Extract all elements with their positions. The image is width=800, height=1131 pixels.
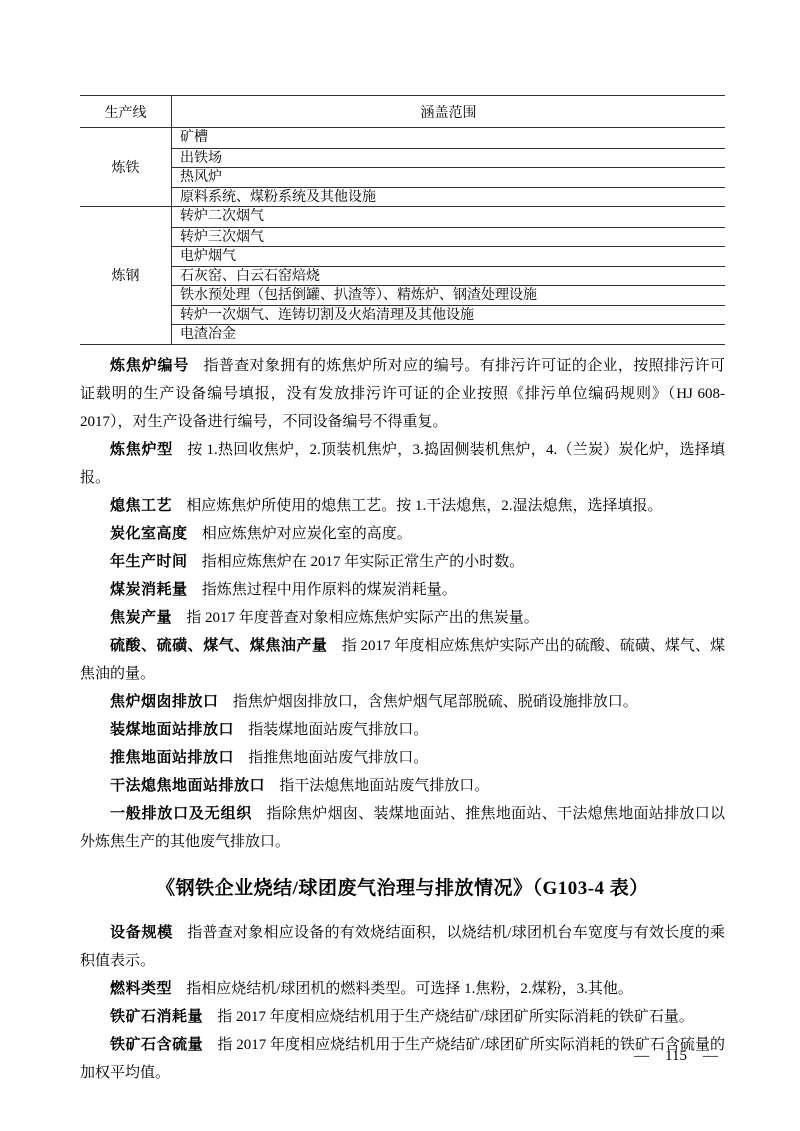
definition-text: 指焦炉烟囱排放口，含焦炉烟气尾部脱硫、脱硝设施排放口。 (232, 693, 638, 710)
definition-text: 相应炼焦炉对应炭化室的高度。 (201, 525, 412, 542)
definition-paragraph (80, 744, 725, 772)
definition-text: 相应炼焦炉所使用的熄焦工艺。按 1.干法熄焦，2.湿法熄焦，选择填报。 (186, 497, 663, 514)
table-row: 矿槽 (180, 130, 208, 145)
definition-term: 焦炭产量 (110, 609, 173, 626)
definition-paragraph (80, 772, 725, 800)
table-row: 原料系统、煤粉系统及其他设施 (172, 187, 725, 207)
definition-text: 指装煤地面站废气排放口。 (248, 721, 429, 738)
table-group-rows (172, 207, 725, 344)
footer-dash-right: — (703, 1048, 718, 1064)
definition-term: 硫酸、硫磺、煤气、煤焦油产量 (110, 637, 328, 654)
definition-paragraph (80, 436, 725, 492)
definition-term: 燃料类型 (110, 980, 173, 997)
table-row: 转炉三次烟气 (172, 227, 725, 247)
definition-term: 推焦地面站排放口 (110, 749, 235, 766)
definition-paragraph (80, 975, 725, 1003)
coverage-table (80, 95, 725, 345)
definition-text: 指 2017 年度相应烧结机用于生产烧结矿/球团矿所实际消耗的铁矿石量。 (217, 1008, 694, 1025)
coking-definitions-section (80, 352, 725, 856)
definition-text: 指 2017 年度普查对象相应炼焦炉实际产出的焦炭量。 (186, 609, 539, 626)
definition-term: 炭化室高度 (110, 525, 188, 542)
definition-paragraph (80, 1003, 725, 1031)
definition-term: 炼焦炉型 (110, 441, 173, 458)
page-footer (634, 1048, 718, 1065)
table-row: 转炉二次烟气 (180, 209, 264, 224)
definition-text: 指相应烧结机/球团机的燃料类型。可选择 1.焦粉，2.煤粉，3.其他。 (186, 980, 633, 997)
table-row: 电渣冶金 (172, 324, 725, 344)
table-row: 铁水预处理（包括倒罐、扒渣等）、精炼炉、钢渣处理设施 (172, 285, 725, 305)
definition-text: 指推焦地面站废气排放口。 (248, 749, 429, 766)
definition-paragraph (80, 352, 725, 436)
definition-paragraph (80, 492, 725, 520)
definition-text: 指炼焦过程中用作原料的煤炭消耗量。 (201, 581, 457, 598)
definition-term: 煤炭消耗量 (110, 581, 188, 598)
table-cell-group-name: 炼钢 (80, 207, 172, 344)
table-group-steelmaking (80, 206, 725, 344)
definition-term: 装煤地面站排放口 (110, 721, 235, 738)
definition-paragraph (80, 1031, 725, 1087)
definition-paragraph (80, 520, 725, 548)
table-group-rows (172, 128, 725, 206)
definition-paragraph (80, 688, 725, 716)
table-header-row (80, 96, 725, 127)
definition-text: 按 1.热回收焦炉，2.顶装机焦炉，3.捣固侧装机焦炉，4.（兰炭）炭化炉，选择填报。 (80, 441, 725, 486)
definition-paragraph (80, 800, 725, 856)
footer-dash-left: — (634, 1048, 650, 1064)
definition-text: 指除焦炉烟囱、装煤地面站、推焦地面站、干法熄焦地面站排放口以外炼焦生产的其他废气排放口。 (80, 805, 725, 850)
definition-paragraph (80, 604, 725, 632)
definition-term: 干法熄焦地面站排放口 (110, 777, 266, 794)
table-row: 转炉一次烟气、连铸切割及火焰清理及其他设施 (172, 305, 725, 325)
table-row: 热风炉 (172, 167, 725, 187)
definition-text: 指 2017 年度相应烧结机用于生产烧结矿/球团矿所实际消耗的铁矿石含硫量的加权平均值。 (80, 1036, 725, 1081)
definition-text: 指普查对象相应设备的有效烧结面积，以烧结机/球团机台车宽度与有效长度的乘积值表示。 (80, 924, 725, 969)
table-cell-group-name: 炼铁 (80, 128, 172, 206)
definition-term: 年生产时间 (110, 553, 188, 570)
definition-term: 一般排放口及无组织 (110, 805, 253, 822)
table-row: 出铁场 (172, 148, 725, 168)
definition-paragraph (80, 632, 725, 688)
table-header-coverage-scope: 涵盖范围 (420, 105, 477, 121)
definition-paragraph (80, 716, 725, 744)
definition-text: 指 2017 年度相应炼焦炉实际产出的硫酸、硫磺、煤气、煤焦油的量。 (80, 637, 725, 682)
sinter-definitions-section (80, 919, 725, 1087)
definition-paragraph (80, 919, 725, 975)
definition-term: 熄焦工艺 (110, 497, 173, 514)
definition-term: 铁矿石含硫量 (110, 1036, 204, 1053)
definition-term: 铁矿石消耗量 (110, 1008, 204, 1025)
table-header-production-line: 生产线 (80, 96, 172, 127)
definition-term: 炼焦炉编号 (110, 357, 190, 374)
table-row: 电炉烟气 (172, 246, 725, 266)
definition-paragraph (80, 576, 725, 604)
section-heading: 《钢铁企业烧结/球团废气治理与排放情况》（G103-4 表） (156, 877, 649, 899)
table-row: 石灰窑、白云石窑焙烧 (172, 266, 725, 286)
table-group-ironmaking (80, 127, 725, 206)
page-content (80, 95, 725, 1087)
definition-paragraph (80, 548, 725, 576)
definition-text: 指相应炼焦炉在 2017 年实际正常生产的小时数。 (201, 553, 525, 570)
definition-term: 设备规模 (110, 924, 173, 941)
definition-term: 焦炉烟囱排放口 (110, 693, 219, 710)
definition-text: 指普查对象拥有的炼焦炉所对应的编号。有排污许可证的企业，按照排污许可证载明的生产设备编号填报，没有发放排污许可证的企业按照《排污单位编码规则》（HJ 608-2017），对生产设备进行编号，不同设备编号不得重复。 (80, 357, 725, 430)
page-number: 115 (665, 1048, 687, 1064)
definition-text: 指干法熄焦地面站废气排放口。 (279, 777, 490, 794)
